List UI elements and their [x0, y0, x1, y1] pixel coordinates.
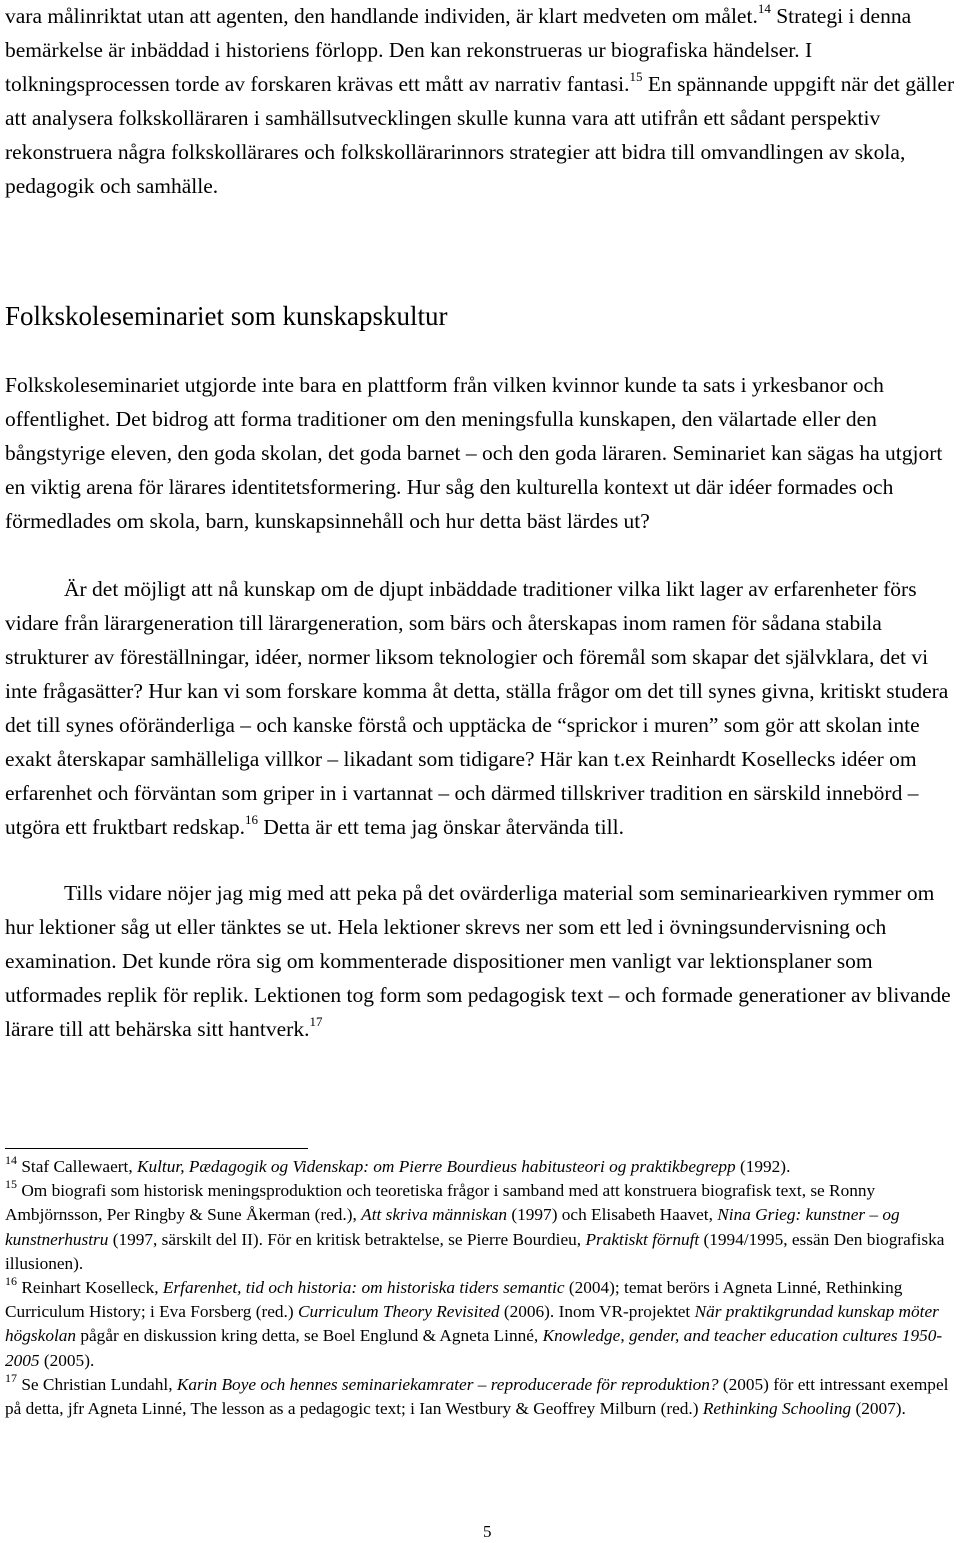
paragraph-text: Är det möjligt att nå kunskap om de djupt inbäddade traditioner vilka likt lager av erfarenheter förs vidare från lärargeneration till lärargeneration, som bärs och återskapas inom ramen för sådana stabila strukturer av föreställningar, idéer, normer liksom teknologier och föremål som skapar det självklara, det vi inte frågasätter? Hur kan vi som forskare komma åt detta, ställa frågor om det till synes givna, kritiskt studera det till synes oföränderliga – och kanske förstå och upptäcka de “sprickor i muren” som gör att skolan inte exakt återskapar samhälleliga villkor – likadant som tidigare? Här kan t.ex Reinhardt Kosellecks idéer om erfarenhet och förväntan som griper in i vartannat – och därmed tillskriver tradition en särskild innebörd – utgöra ett fruktbart redskap. — [5, 577, 949, 839]
footnote-title: När praktikgrundad kunskap möter högskolan — [5, 1302, 939, 1346]
footnote-separator — [5, 1148, 308, 1149]
footnote-text: (1992). — [735, 1157, 791, 1176]
footnote-text: (2007). — [851, 1399, 906, 1419]
footnote-title: Knowledge, gender, and teacher education cultures 1950-2005 — [5, 1326, 943, 1370]
footnote-number: 17 — [5, 1371, 17, 1386]
footnote-text: (1994/1995, essän Den biografiska illusionen). — [5, 1229, 945, 1273]
footnote-title: Karin Boye och hennes seminariekamrater – reproducerade för reproduktion? — [176, 1374, 719, 1394]
footnote-15 — [5, 1179, 957, 1276]
body-paragraph-2: Folkskoleseminariet utgjorde inte bara en plattform från vilken kvinnor kunde ta sats i yrkesbanor och offentlighet. Det bidrog att forma traditioner om den meningsfulla kunskapen, den välartade eller den bångstyrige eleven, den goda skolan, det goda barnet – och den goda läraren. Seminariet kan sägas ha utgjort en viktig arena för lärares identitetsformering. Hur såg den kulturella kontext ut där idéer formades och förmedlades om skola, barn, kunskapsinnehåll och hur detta bäst lärdes ut? — [5, 373, 943, 533]
footnote-text: (1997) och Elisabeth Haavet, — [507, 1205, 718, 1225]
footnote-text: (2006). Inom VR-projektet — [499, 1302, 695, 1322]
paragraph-text: vara målinriktat utan att agenten, den handlande individen, är klart medveten om målet. — [5, 4, 758, 28]
paragraph-text: Strategi i denna bemärkelse är inbäddad i historiens förlopp. Den kan rekonstrueras ur biografiska händelser. I tolkningsprocessen torde av forskaren krävas ett mått av narrativ fantasi. — [5, 4, 912, 96]
footnote-text: pågår en diskussion kring detta, se Boel Englund & Agneta Linné, — [76, 1326, 543, 1346]
footnotes — [5, 1155, 957, 1421]
footnote-title: Kultur, Pædagogik og Videnskap: om Pierre Bourdieus habitusteori og praktikbegrepp — [136, 1157, 736, 1176]
footnote-text: Se Christian Lundahl, — [17, 1374, 177, 1394]
body-paragraph-3 — [5, 572, 957, 844]
body-paragraph-1 — [5, 0, 957, 203]
footnote-title: Praktiskt förnuft — [585, 1229, 700, 1249]
footnote-17 — [5, 1373, 957, 1421]
paragraph-text: En spännande uppgift när det gäller att analysera folkskolläraren i samhällsutvecklingen skulle kunna vara att utifrån ett sådant perspektiv rekonstruera några folkskollärares och folkskollärarinnors strategier att bidra till omvandlingen av skola, pedagogik och samhälle. — [5, 72, 955, 198]
footnote-ref-16[interactable]: 16 — [245, 811, 258, 827]
footnote-title: Nina Grieg: kunstner – og kunstnerhustru — [5, 1205, 900, 1249]
footnote-text: (2004); temat berörs i Agneta Linné, Rethinking Curriculum History; i Eva Forsberg (red.) — [5, 1278, 903, 1322]
footnote-number: 14 — [5, 1153, 17, 1168]
footnote-text: (2005). — [39, 1350, 95, 1370]
paragraph-text: Tills vidare nöjer jag mig med att peka på det ovärderliga material som seminariearkiven rymmer om hur lektioner såg ut eller tänktes se ut. Hela lektioner skrevs ner som ett led i övningsundervisning och examination. Det kunde röra sig om kommenterade dispositioner men vanligt var lektionsplaner som utformades replik för replik. Lektionen tog form som pedagogisk text – och formade generationer av blivande lärare till att behärska sitt hantverk. — [5, 881, 951, 1041]
footnote-text: Staf Callewaert, — [17, 1157, 137, 1176]
footnote-ref-17[interactable]: 17 — [309, 1013, 323, 1029]
footnote-number: 15 — [5, 1177, 17, 1192]
footnote-ref-15[interactable]: 15 — [629, 68, 643, 84]
section-heading: Folkskoleseminariet som kunskapskultur — [5, 301, 448, 331]
page-number: 5 — [483, 1522, 492, 1541]
footnote-ref-14[interactable]: 14 — [757, 0, 771, 16]
footnote-title: Curriculum Theory Revisited — [297, 1302, 500, 1322]
footnote-title: Rethinking Schooling — [702, 1399, 852, 1419]
paragraph-text: Detta är ett tema jag önskar återvända till. — [258, 815, 624, 839]
footnote-text: (1997, särskilt del II). För en kritisk betraktelse, se Pierre Bourdieu, — [108, 1229, 586, 1249]
footnote-text: Reinhart Koselleck, — [17, 1278, 163, 1298]
footnote-text: (2005) för ett intressant exempel på detta, jfr Agneta Linné, The lesson as a pedagogic text; i Ian Westbury & Geoffrey Milburn (red.) — [5, 1374, 949, 1419]
footnote-14 — [5, 1155, 957, 1179]
body-paragraph-4 — [5, 876, 957, 1046]
footnote-title: Erfarenhet, tid och historia: om historiska tiders semantic — [162, 1278, 565, 1298]
footnote-text: Om biografi som historisk meningsproduktion och teoretiska frågor i samband med att konstruera biografisk text, se Ronny Ambjörnsson, Per Ringby & Sune Åkerman (red.), — [5, 1181, 876, 1225]
footnote-number: 16 — [5, 1274, 17, 1289]
footnote-title: Att skriva människan — [361, 1205, 508, 1225]
footnote-16 — [5, 1276, 957, 1373]
